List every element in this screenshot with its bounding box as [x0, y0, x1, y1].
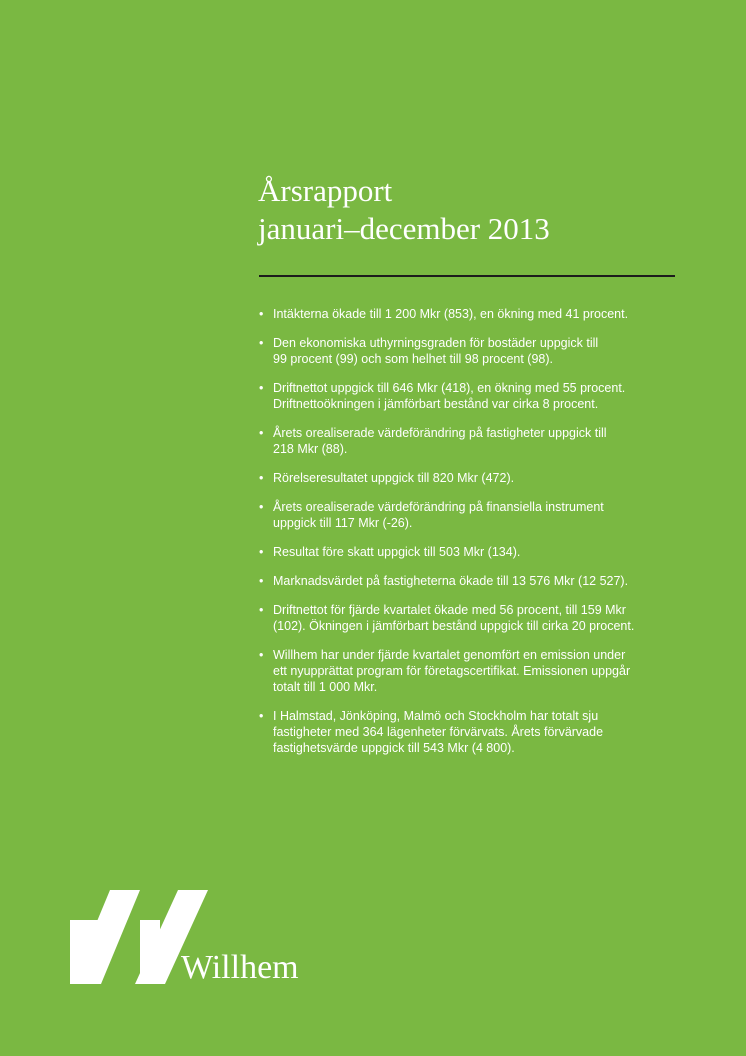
bullet-icon: • — [259, 307, 264, 321]
bullet-icon: • — [259, 336, 264, 350]
highlight-text: Årets orealiserade värdeförändring på finansiella instrument uppgick till 117 Mkr (-26). — [273, 500, 604, 530]
highlight-item — [259, 573, 679, 589]
highlight-item — [259, 335, 679, 367]
highlight-text: Rörelseresultatet uppgick till 820 Mkr (472). — [273, 471, 515, 485]
report-title-line-2: januari–december 2013 — [258, 211, 550, 246]
highlight-item — [259, 499, 679, 531]
report-title-line-1: Årsrapport — [258, 173, 393, 208]
highlight-text: Willhem har under fjärde kvartalet genomfört en emission under ett nyupprättat program för företagscertifikat. Emissionen uppgår totalt till 1 000 Mkr. — [273, 648, 631, 694]
highlights-list — [259, 306, 679, 769]
highlight-item — [259, 708, 679, 756]
bullet-icon: • — [259, 426, 264, 440]
highlight-text: Driftnettot uppgick till 646 Mkr (418), en ökning med 55 procent. Driftnettoökningen i jämförbart bestånd var cirka 8 procent. — [273, 381, 626, 411]
bullet-icon: • — [259, 648, 264, 662]
highlight-text: Driftnettot för fjärde kvartalet ökade med 56 procent, till 159 Mkr (102). Ökningen i jämförbart bestånd uppgick till cirka 20 procent. — [273, 603, 635, 633]
title-divider — [259, 275, 675, 277]
bullet-icon: • — [259, 709, 264, 723]
bullet-icon: • — [259, 603, 264, 617]
bullet-icon: • — [259, 545, 264, 559]
highlight-item — [259, 602, 679, 634]
highlight-item — [259, 544, 679, 560]
highlight-text: Den ekonomiska uthyrningsgraden för bostäder uppgick till 99 procent (99) och som helhet till 98 procent (98). — [273, 336, 599, 366]
highlight-item — [259, 425, 679, 457]
bullet-icon: • — [259, 500, 264, 514]
highlight-item — [259, 306, 679, 322]
report-title — [258, 172, 550, 248]
bullet-icon: • — [259, 574, 264, 588]
highlight-item — [259, 647, 679, 695]
highlight-text: Intäkterna ökade till 1 200 Mkr (853), en ökning med 41 procent. — [273, 307, 629, 321]
highlight-text: Årets orealiserade värdeförändring på fastigheter uppgick till 218 Mkr (88). — [273, 426, 607, 456]
willhem-wordmark: Willhem — [181, 949, 299, 986]
highlight-item — [259, 380, 679, 412]
bullet-icon: • — [259, 381, 264, 395]
highlight-text: I Halmstad, Jönköping, Malmö och Stockholm har totalt sju fastigheter med 364 lägenheter förvärvats. Årets förvärvade fastighetsvärde uppgick till 543 Mkr (4 800). — [273, 709, 604, 755]
highlight-text: Resultat före skatt uppgick till 503 Mkr (134). — [273, 545, 521, 559]
highlight-item — [259, 470, 679, 486]
highlight-text: Marknadsvärdet på fastigheterna ökade till 13 576 Mkr (12 527). — [273, 574, 629, 588]
bullet-icon: • — [259, 471, 264, 485]
